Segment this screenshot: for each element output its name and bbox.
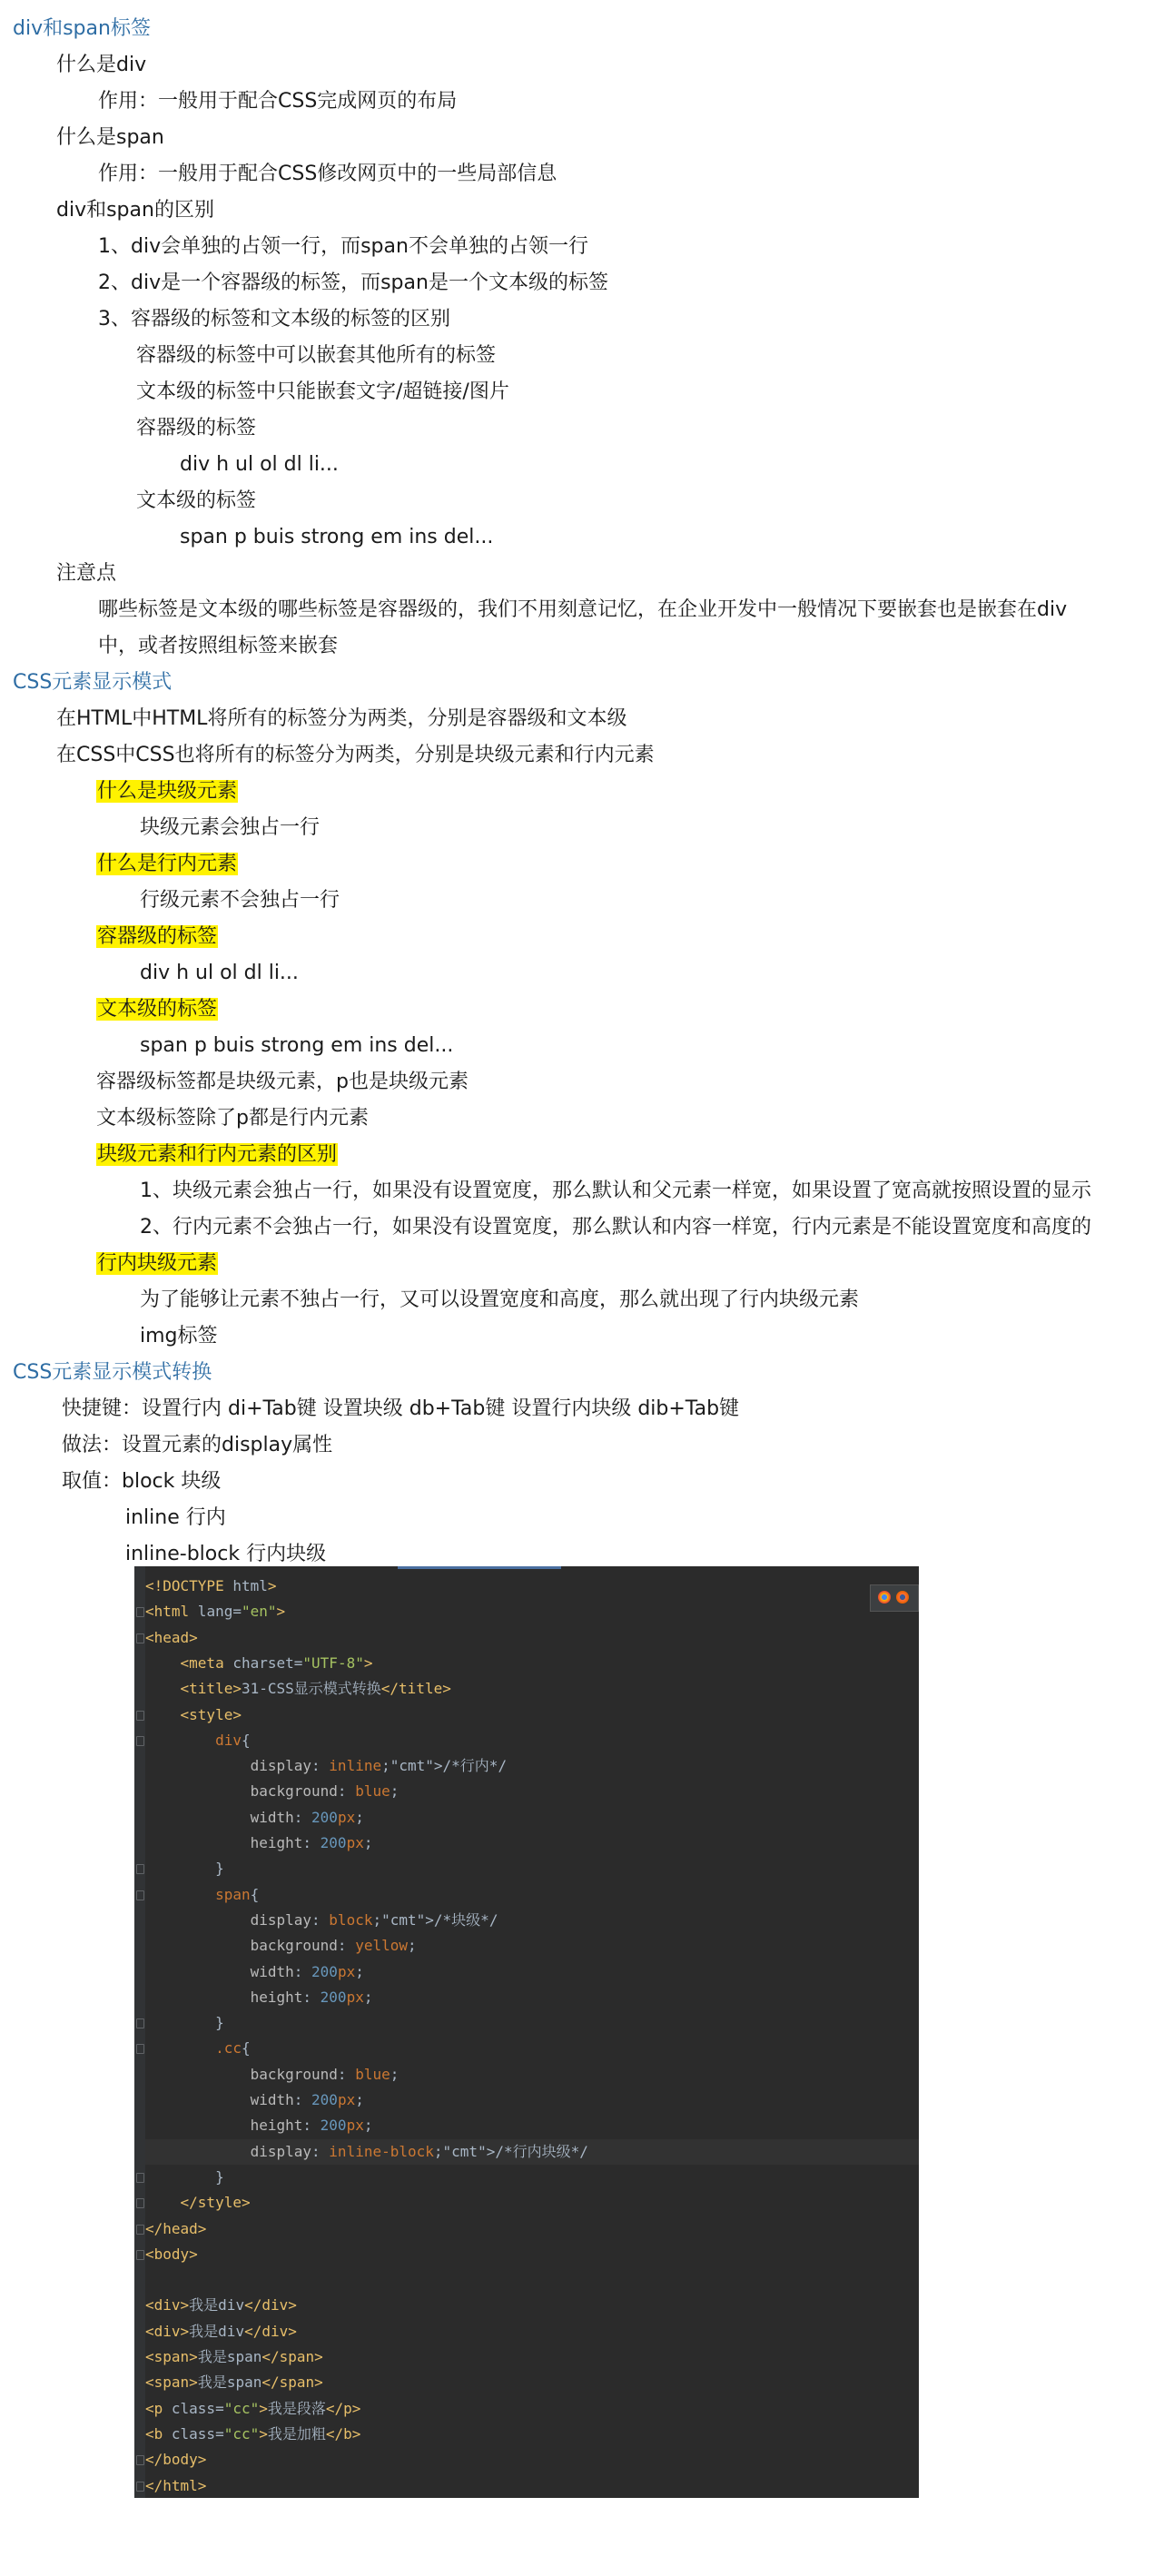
- code-line: <div>我是div</div>: [145, 2322, 297, 2340]
- code-line: height: 200px;: [250, 2117, 373, 2135]
- fold-marker-icon[interactable]: [136, 1736, 144, 1746]
- code-line: }: [145, 2014, 224, 2032]
- fold-marker-icon[interactable]: [136, 1890, 144, 1900]
- highlighted-subheading: [96, 850, 238, 879]
- highlight-mark: 文本级的标签: [97, 998, 218, 1021]
- outline-item: div和span的区别: [56, 199, 214, 222]
- code-line: width: 200px;: [250, 1962, 364, 1980]
- outline-item: inline-block 行内块级: [125, 1543, 327, 1565]
- code-line: height: 200px;: [250, 1988, 373, 2006]
- highlight-mark: 块级元素和行内元素的区别: [97, 1143, 338, 1166]
- outline-item: 哪些标签是文本级的哪些标签是容器级的，我们不用刻意记忆，在企业开发中一般情况下要嵌套也是嵌套在div: [98, 598, 1068, 621]
- section-heading: div和span标签: [13, 17, 151, 40]
- fold-marker-icon[interactable]: [136, 1633, 144, 1643]
- outline-item: 3、容器级的标签和文本级的标签的区别: [98, 308, 450, 331]
- code-line: <span>我是span</span>: [145, 2348, 323, 2365]
- code-line: width: 200px;: [250, 2091, 364, 2108]
- outline-item: span p buis strong em ins del...: [180, 526, 494, 548]
- fold-marker-icon[interactable]: [136, 2198, 144, 2208]
- outline-item: div h ul ol dl li...: [180, 453, 339, 476]
- fold-marker-icon[interactable]: [136, 2225, 144, 2235]
- code-line: .cc{: [215, 2039, 251, 2058]
- highlighted-subheading: [96, 923, 218, 952]
- code-line: background: blue;: [250, 1782, 400, 1801]
- code-line: background: yellow;: [250, 1937, 417, 1955]
- outline-item: inline 行内: [125, 1506, 226, 1529]
- fold-marker-icon[interactable]: [136, 2044, 144, 2054]
- section-heading: CSS元素显示模式: [13, 671, 173, 694]
- outline-item: 容器级标签都是块级元素，p也是块级元素: [96, 1071, 469, 1093]
- code-line: <meta charset="UTF-8">: [180, 1653, 373, 1672]
- code-line: width: 200px;: [250, 1808, 364, 1826]
- fold-marker-icon[interactable]: [136, 2482, 144, 2492]
- code-line: <span>我是span</span>: [145, 2374, 323, 2392]
- code-line: height: 200px;: [250, 1834, 373, 1851]
- outline-item: 容器级的标签中可以嵌套其他所有的标签: [136, 344, 497, 367]
- code-line: <b class="cc">我是加粗</b>: [145, 2424, 361, 2443]
- outline-item: 1、块级元素会独占一行，如果没有设置宽度，那么默认和父元素一样宽，如果设置了宽高就按照设置的显示: [140, 1179, 1092, 1202]
- code-line: </head>: [145, 2219, 207, 2237]
- outline-item: 快捷键：设置行内 di+Tab键 设置块级 db+Tab键 设置行内块级 dib+Tab键: [62, 1397, 740, 1420]
- outline-item: 容器级的标签: [136, 417, 257, 439]
- code-line: display: inline;"cmt">/*行内*/: [250, 1757, 508, 1775]
- highlight-mark: 容器级的标签: [97, 925, 218, 948]
- code-editor-screenshot: [134, 1566, 919, 2498]
- code-line: background: blue;: [250, 2065, 400, 2083]
- highlighted-subheading: [96, 1249, 218, 1278]
- code-line: <!DOCTYPE html>: [145, 1577, 277, 1594]
- highlighted-subheading: [96, 1140, 338, 1170]
- code-line: <title>31-CSS显示模式转换</title>: [180, 1680, 451, 1698]
- code-line: </body>: [145, 2451, 207, 2469]
- outline-item: 什么是div: [56, 54, 147, 76]
- outline-item: 注意点: [56, 562, 117, 585]
- highlight-mark: 什么是行内元素: [97, 853, 238, 875]
- outline-item: span p buis strong em ins del...: [140, 1034, 454, 1057]
- code-line: }: [145, 2167, 224, 2186]
- fold-marker-icon[interactable]: [136, 2018, 144, 2028]
- outline-item: 块级元素会独占一行: [140, 816, 321, 839]
- outline-item: 为了能够让元素不独占一行，又可以设置宽度和高度，那么就出现了行内块级元素: [140, 1288, 860, 1311]
- outline-item: 文本级的标签: [136, 489, 257, 512]
- fold-marker-icon[interactable]: [136, 1607, 144, 1617]
- code-line: }: [145, 1860, 224, 1878]
- code-line: <p class="cc">我是段落</p>: [145, 2399, 361, 2417]
- outline-item: 2、行内元素不会独占一行，如果没有设置宽度，那么默认和内容一样宽，行内元素是不能设置宽度和高度的: [140, 1216, 1092, 1239]
- outline-item: 文本级标签除了p都是行内元素: [96, 1107, 369, 1130]
- code-line: </style>: [180, 2194, 251, 2212]
- code-line: span{: [215, 1885, 260, 1903]
- outline-item: 作用：一般用于配合CSS完成网页的布局: [98, 90, 458, 113]
- outline-item: img标签: [140, 1325, 218, 1347]
- outline-item: div h ul ol dl li...: [140, 962, 299, 984]
- outline-item: 1、div会单独的占领一行，而span不会单独的占领一行: [98, 235, 588, 258]
- outline-item: 作用：一般用于配合CSS修改网页中的一些局部信息: [98, 163, 557, 185]
- outline-item: 取值：block 块级: [62, 1470, 222, 1493]
- code-line: <style>: [180, 1705, 242, 1723]
- highlight-mark: 什么是块级元素: [97, 780, 238, 803]
- fold-marker-icon[interactable]: [136, 2173, 144, 2183]
- outline-item: 做法：设置元素的display属性: [62, 1434, 333, 1456]
- outline-item: 行级元素不会独占一行: [140, 889, 340, 912]
- editor-gutter: [134, 1566, 145, 2498]
- fold-marker-icon[interactable]: [136, 2455, 144, 2465]
- outline-item: 文本级的标签中只能嵌套文字/超链接/图片: [136, 380, 509, 403]
- fold-marker-icon[interactable]: [136, 1864, 144, 1874]
- code-line: display: inline-block;"cmt">/*行内块级*/: [145, 2139, 919, 2165]
- section-heading: CSS元素显示模式转换: [13, 1361, 212, 1384]
- code-line: div{: [215, 1731, 251, 1749]
- code-line: <html lang="en">: [145, 1603, 286, 1621]
- code-line: [145, 2267, 919, 2293]
- outline-item: 什么是span: [56, 126, 164, 149]
- code-line: <head>: [145, 1628, 198, 1646]
- fold-marker-icon[interactable]: [136, 1711, 144, 1721]
- code-line: </html>: [145, 2476, 207, 2494]
- highlighted-subheading: [96, 777, 238, 806]
- editor-tab-indicator: [398, 1566, 561, 1569]
- fold-marker-icon[interactable]: [136, 2250, 144, 2260]
- code-line: display: block;"cmt">/*块级*/: [250, 1910, 498, 1929]
- highlight-mark: 行内块级元素: [97, 1252, 218, 1275]
- outline-item: 在CSS中CSS也将所有的标签分为两类，分别是块级元素和行内元素: [56, 744, 655, 766]
- outline-item: 中，或者按照组标签来嵌套: [98, 635, 339, 657]
- highlighted-subheading: [96, 995, 218, 1024]
- outline-item: 2、div是一个容器级的标签，而span是一个文本级的标签: [98, 271, 608, 294]
- code-line: <div>我是div</div>: [145, 2296, 297, 2314]
- outline-item: 在HTML中HTML将所有的标签分为两类，分别是容器级和文本级: [56, 707, 627, 730]
- code-line: <body>: [145, 2245, 198, 2263]
